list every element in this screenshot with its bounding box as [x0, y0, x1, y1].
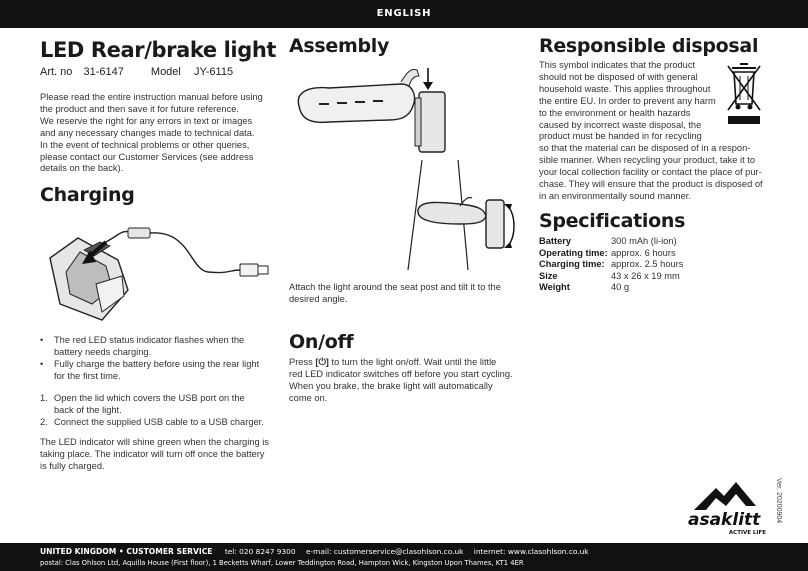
- spec-table: [539, 236, 683, 294]
- tilt-arrow: [508, 206, 514, 246]
- art-number: 31-6147: [83, 66, 124, 78]
- usb-tip: [258, 266, 268, 274]
- disposal-text-narrow: This symbol indicates that the product should not be disposed of with general household waste. This applies throughout the entire EU. In order to prevent any harm to the environment or health hazards caused by incorrect waste disposal, the product must be handed in for recycling: [539, 60, 716, 142]
- art-label: Art. no: [40, 66, 73, 78]
- onoff-heading: On/off: [289, 331, 354, 353]
- usb-cable: [150, 233, 240, 273]
- spec-heading: Specifications: [539, 210, 686, 232]
- table-row: Weight 40 g: [539, 282, 630, 293]
- charging-bullets: [40, 335, 280, 383]
- charge-note: The LED indicator will shine green when the charging is taking place. The indicator will turn off once the battery is fully charged.: [40, 437, 269, 471]
- charging-heading: Charging: [40, 184, 135, 206]
- brand-name: asaklitt: [688, 510, 761, 530]
- table-row: Battery 300 mAh (li-ion): [539, 236, 677, 246]
- article-row: [40, 66, 233, 78]
- cable-connector: [128, 228, 150, 238]
- brand-tagline: ACTIVE LIFE: [728, 530, 766, 536]
- footer-region: UNITED KINGDOM • CUSTOMER SERVICE: [40, 547, 213, 556]
- usb-connector: [240, 264, 258, 276]
- charging-illustration: [40, 220, 280, 330]
- footer-tel: tel: 020 8247 9300: [224, 547, 296, 556]
- list-item: • The red LED status indicator flashes when the battery needs charging.: [40, 335, 280, 359]
- mount-strap: [298, 84, 414, 122]
- footer-bar: [0, 543, 808, 571]
- post-strap: [418, 202, 486, 224]
- footer-email: e-mail: customerservice@clasohlson.co.uk: [305, 547, 464, 556]
- intro-text: Please read the entire instruction manual before using the product and then save it for future reference. We reserve the right for any errors in text or images and any necessary changes made to technical data. In the event of technical problems or other queries, please contact our Customer Services (see address details on the back).: [40, 92, 263, 174]
- mountain-icon: [694, 482, 756, 510]
- weee-bin-icon: [724, 60, 764, 130]
- table-row: Charging time: approx. 2.5 hours: [539, 259, 684, 270]
- model-label: Model: [150, 66, 181, 78]
- brand-logo: [686, 480, 770, 538]
- footer-contact-line: [40, 547, 597, 556]
- list-item: • Fully charge the battery before using the rear light for the first time.: [40, 359, 280, 383]
- disposal-heading: Responsible disposal: [539, 35, 759, 57]
- power-button-symbol: [⏻]: [315, 357, 329, 367]
- assembly-illustration-seatpost: [400, 160, 520, 270]
- list-item: 1. Open the lid which covers the USB port on the back of the light.: [40, 393, 245, 415]
- disposal-text-wide: so that the material can be disposed of in a respon- sible manner. When recycling your product, take it to your local collection facility or contact the place of pur- chase. They will ensure that the product is disposed of in an environmentally sound manner.: [539, 143, 763, 201]
- onoff-text: Press [⏻] to turn the light on/off. Wait until the little red LED indicator switches off before you start cycling. When you brake, the brake light will automatically come on.: [289, 357, 513, 403]
- table-row: Size 43 x 26 x 19 mm: [539, 270, 680, 281]
- assembly-heading: Assembly: [289, 35, 390, 57]
- table-row: Operating time: approx. 6 hours: [539, 247, 676, 258]
- assembly-illustration-top: [289, 62, 519, 162]
- list-item: 2. Connect the supplied USB cable to a USB charger.: [40, 416, 264, 427]
- assembly-text: Attach the light around the seat post and tilt it to the desired angle.: [289, 282, 501, 304]
- charging-steps: [40, 393, 280, 429]
- top-bar: [0, 0, 808, 28]
- footer-postal: postal: Clas Ohlson Ltd, Aquilla House (First floor), 1 Becketts Wharf, Lower Teddington Road, Hampton Wick, Kingston Upon Thames, KT1 4ER: [40, 559, 524, 567]
- weee-bar: [728, 116, 760, 124]
- language-label: ENGLISH: [376, 8, 432, 19]
- model-number: JY-6115: [193, 66, 234, 78]
- rear-light-unit: [419, 92, 445, 152]
- mounted-light: [486, 200, 504, 248]
- footer-internet: internet: www.clasohlson.co.uk: [473, 547, 589, 556]
- version-label: Ver. 20200904: [775, 478, 782, 524]
- page-title: LED Rear/brake light: [40, 38, 277, 62]
- usb-cable-start: [106, 231, 130, 242]
